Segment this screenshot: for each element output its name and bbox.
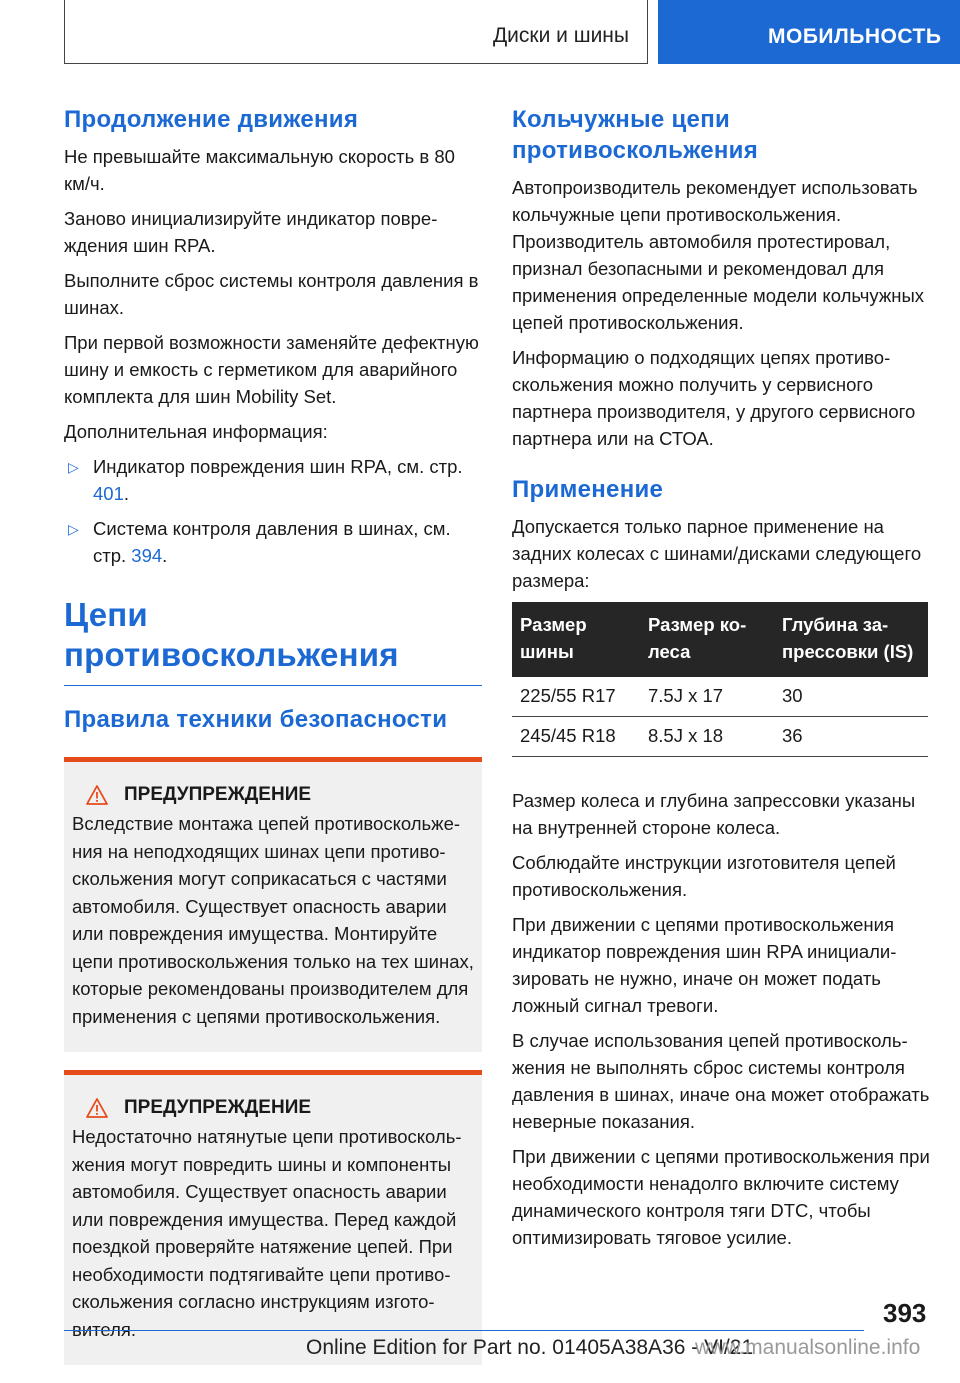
paragraph: Выполните сброс системы контроля давления в шинах. bbox=[64, 270, 479, 318]
table-cell: 8.5J x 18 bbox=[640, 717, 774, 757]
column-header: Глубина запрессовки (IS) bbox=[774, 602, 928, 677]
table-cell: 7.5J x 17 bbox=[640, 677, 774, 717]
paragraph: Дополнительная информация: bbox=[64, 421, 328, 442]
warning-box bbox=[64, 1070, 482, 1365]
watermark-link[interactable]: www.manualsonline.info bbox=[695, 1336, 921, 1359]
right-column bbox=[512, 100, 932, 1259]
usage-heading: Применение bbox=[512, 476, 664, 503]
paragraph: Соблюдайте инструкции изготовителя цепей противоскольжения. bbox=[512, 852, 896, 900]
paragraph: Заново инициализируйте индикатор повреждения шин RPA. bbox=[64, 208, 438, 256]
size-table bbox=[512, 602, 928, 757]
table-cell: 30 bbox=[774, 677, 928, 717]
page-number: 393 bbox=[883, 1298, 927, 1328]
snow-chains-heading: Цепи противоскольжения bbox=[64, 595, 482, 686]
page-link[interactable]: 401 bbox=[93, 483, 124, 504]
footer-divider bbox=[64, 1330, 864, 1331]
paragraph: В случае использования цепей противоскольжения не выполнять сброс системы контроля давления в шинах, иначе она может отображать неверные показания. bbox=[512, 1030, 930, 1132]
warning-triangle-icon bbox=[86, 785, 108, 805]
reference-end: . bbox=[162, 545, 168, 566]
chapter-tab[interactable] bbox=[658, 0, 960, 64]
warning-text: Недостаточно натянутые цепи противоскольжения могут повредить шины и компоненты автомобиля. Существует опасность аварии или повреждения имущества. Перед каждой поездкой проверяйте натяжение цепей. При необходимости подтягивайте цепи противоскольжения согласно инструкциям изготовителя. bbox=[72, 1126, 462, 1340]
table-cell: 36 bbox=[774, 717, 928, 757]
warning-box bbox=[64, 757, 482, 1052]
reference-end: . bbox=[123, 483, 130, 504]
paragraph: При первой возможности заменяйте дефектную шину и емкость с герметиком для аварийного комплекта для шин Mobility Set. bbox=[64, 332, 479, 407]
warning-title: ПРЕДУПРЕЖДЕНИЕ bbox=[124, 1097, 312, 1118]
warning-triangle-icon bbox=[86, 1098, 108, 1118]
column-header: Размер колеса bbox=[640, 602, 774, 677]
table-header-row bbox=[512, 602, 928, 677]
section-title: Диски и шины bbox=[492, 24, 629, 47]
table-cell: 245/45 R18 bbox=[512, 717, 640, 757]
warning-text: Вследствие монтажа цепей противоскольжения на неподходящих шинах цепи противоскольжения могут соприкасаться с частями автомобиля. Существует опасность аварии или повреждения имущества. Монтируйте цепи противоскольжения только на тех шинах, которые рекомендованы производителем для применения с цепями противоскольжения. bbox=[72, 813, 474, 1027]
continue-driving-heading: Продолжение движения bbox=[64, 106, 359, 133]
column-header: Размер шины bbox=[512, 602, 640, 677]
chapter-tab-label: МОБИЛЬНОСТЬ bbox=[768, 25, 942, 48]
reference-text: Система контроля давления в шинах, см. стр. bbox=[93, 518, 451, 566]
reference-item bbox=[64, 453, 482, 507]
edition-text: Online Edition for Part no. 01405A38A36 - VI/21 bbox=[306, 1336, 754, 1359]
arrow-right-icon: ▷ bbox=[68, 521, 79, 537]
arrow-right-icon: ▷ bbox=[68, 459, 79, 475]
table-cell: 225/55 R17 bbox=[512, 677, 640, 717]
table-row bbox=[512, 717, 928, 757]
warning-header bbox=[72, 1097, 474, 1119]
warning-header bbox=[72, 784, 474, 806]
mail-chains-heading: Кольчужные цепи противоскольжения bbox=[512, 106, 759, 164]
table-row bbox=[512, 677, 928, 717]
left-column bbox=[64, 100, 482, 1383]
header-section-box bbox=[64, 0, 648, 64]
reference-text: Индикатор повреждения шин RPA, см. стр. bbox=[93, 456, 463, 477]
page-link[interactable]: 394 bbox=[131, 545, 163, 566]
reference-item bbox=[64, 515, 482, 569]
paragraph: Размер колеса и глубина запрессовки указаны на внутренней стороне колеса. bbox=[512, 790, 916, 838]
paragraph: При движении с цепями противоскольжения индикатор повреждения шин RPA инициализировать не нужно, иначе он может подать ложный сигнал тревоги. bbox=[512, 914, 897, 1016]
paragraph: Информацию о подходящих цепях противоскольжения можно получить у сервисного партнера производителя, у другого сервисного партнера или на СТОА. bbox=[512, 347, 916, 449]
paragraph: Не превышайте максимальную скорость в 80 км/ч. bbox=[64, 146, 455, 194]
paragraph: Допускается только парное применение на задних колесах с шинами/дисками следующего размера: bbox=[512, 516, 922, 591]
safety-rules-heading: Правила техники безопасности bbox=[64, 706, 448, 733]
warning-title: ПРЕДУПРЕЖДЕНИЕ bbox=[124, 784, 312, 805]
paragraph: При движении с цепями противоскольжения при необходимости ненадолго включите систему динамического контроля тяги DTC, чтобы оптимизировать тяговое усилие. bbox=[512, 1146, 930, 1248]
paragraph: Автопроизводитель рекомендует использовать кольчужные цепи противоскольжения. Производитель автомобиля протестировал, признал безопасными и рекомендовал для применения определенные модели кольчужных цепей противоскольжения. bbox=[512, 177, 925, 333]
